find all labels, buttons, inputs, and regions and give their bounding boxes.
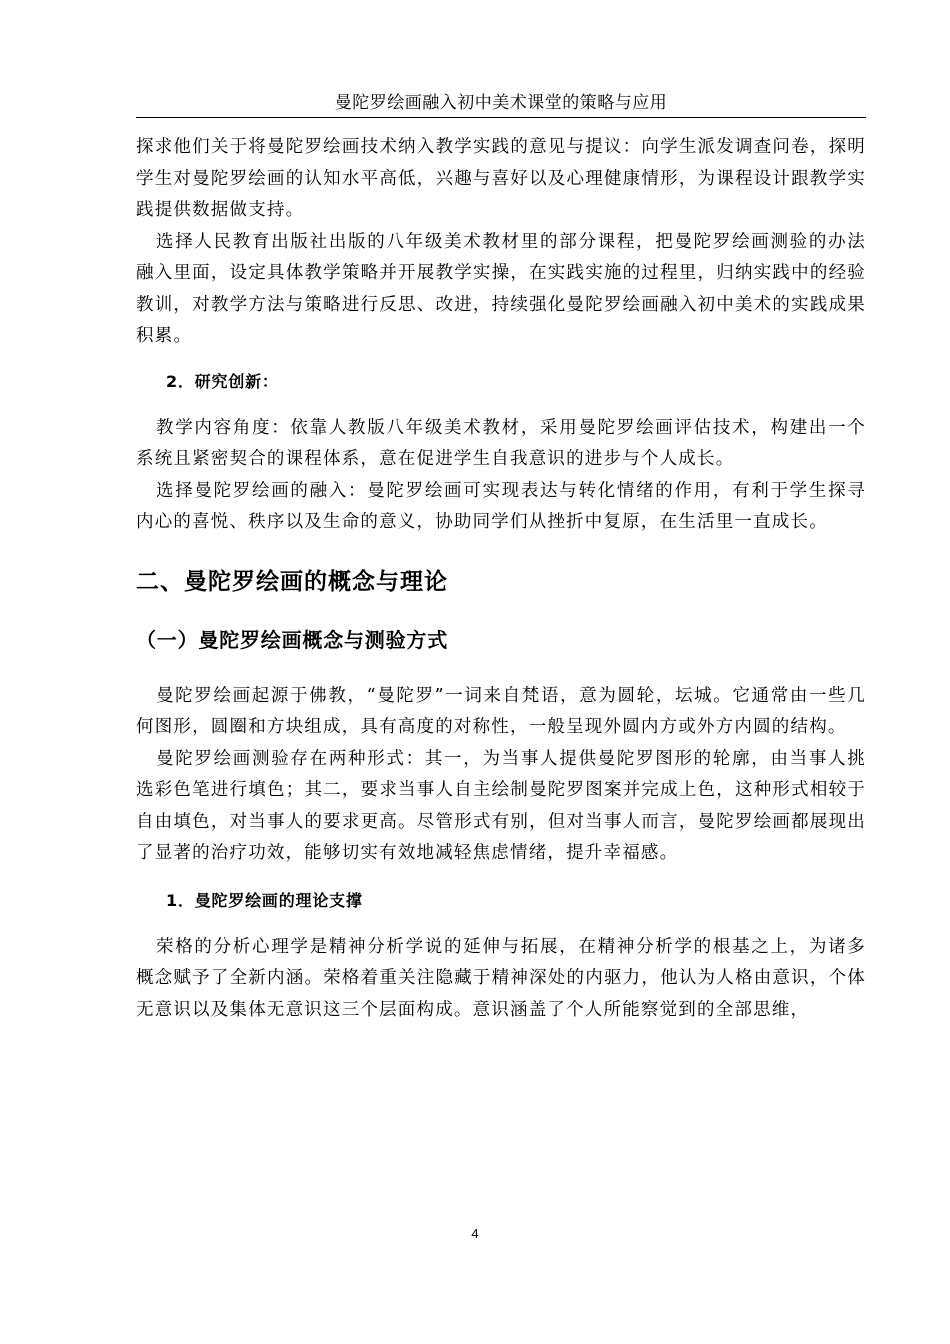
- paragraph-jung-theory: 荣格的分析心理学是精神分析学说的延伸与拓展，在精神分析学的根基之上，为诸多概念赋予了全新内涵。荣格着重关注隐藏于精神深处的内驱力，他认为人格由意识，个体无意识以及集体无意识这三个层面构成。意识涵盖了个人所能察觉到的全部思维，: [136, 936, 866, 1020]
- subsection-heading: （一）曼陀罗绘画概念与测验方式: [136, 627, 448, 652]
- subheading-theory-support: 1．曼陀罗绘画的理论支撑: [166, 890, 363, 910]
- header-divider: [136, 117, 866, 118]
- paragraph-mandala-test: 曼陀罗绘画测验存在两种形式：其一，为当事人提供曼陀罗图形的轮廓，由当事人挑选彩色笔进行填色；其二，要求当事人自主绘制曼陀罗图案并完成上色，这种形式相较于自由填色，对当事人的要求更高。尽管形式有别，但对当事人而言，曼陀罗绘画都展现出了显著的治疗功效，能够切实有效地减轻焦虑情绪，提升幸福感。: [136, 748, 866, 863]
- paragraph-practice: 选择人民教育出版社出版的八年级美术教材里的部分课程，把曼陀罗绘画测验的办法融入里面，设定具体教学策略并开展教学实操，在实践实施的过程里，归纳实践中的经验教训，对教学方法与策略进行反思、改进，持续强化曼陀罗绘画融入初中美术的实践成果积累。: [136, 231, 866, 346]
- page-number: 4: [471, 1226, 479, 1241]
- subheading-research-innovation: 2．研究创新：: [166, 371, 279, 391]
- running-header-title: 曼陀罗绘画融入初中美术课堂的策略与应用: [334, 93, 668, 113]
- paragraph-survey: 探求他们关于将曼陀罗绘画技术纳入教学实践的意见与提议：向学生派发调查问卷，探明学生对曼陀罗绘画的认知水平高低，兴趣与喜好以及心理健康情形，为课程设计跟教学实践提供数据做支持。: [136, 137, 866, 220]
- paragraph-mandala-origin: 曼陀罗绘画起源于佛教，“曼陀罗”一词来自梵语，意为圆轮，坛城。它通常由一些几何图形，圆圈和方块组成，具有高度的对称性，一般呈现外圆内方或外方内圆的结构。: [136, 685, 866, 737]
- paragraph-teaching-content: 教学内容角度：依靠人教版八年级美术教材，采用曼陀罗绘画评估技术，构建出一个系统且紧密契合的课程体系，意在促进学生自我意识的进步与个人成长。: [136, 417, 866, 469]
- paragraph-integration: 选择曼陀罗绘画的融入：曼陀罗绘画可实现表达与转化情绪的作用，有利于学生探寻内心的喜悦、秩序以及生命的意义，协助同学们从挫折中复原，在生活里一直成长。: [136, 480, 866, 532]
- section-heading: 二、曼陀罗绘画的概念与理论: [136, 568, 448, 595]
- page-body: [136, 132, 866, 1026]
